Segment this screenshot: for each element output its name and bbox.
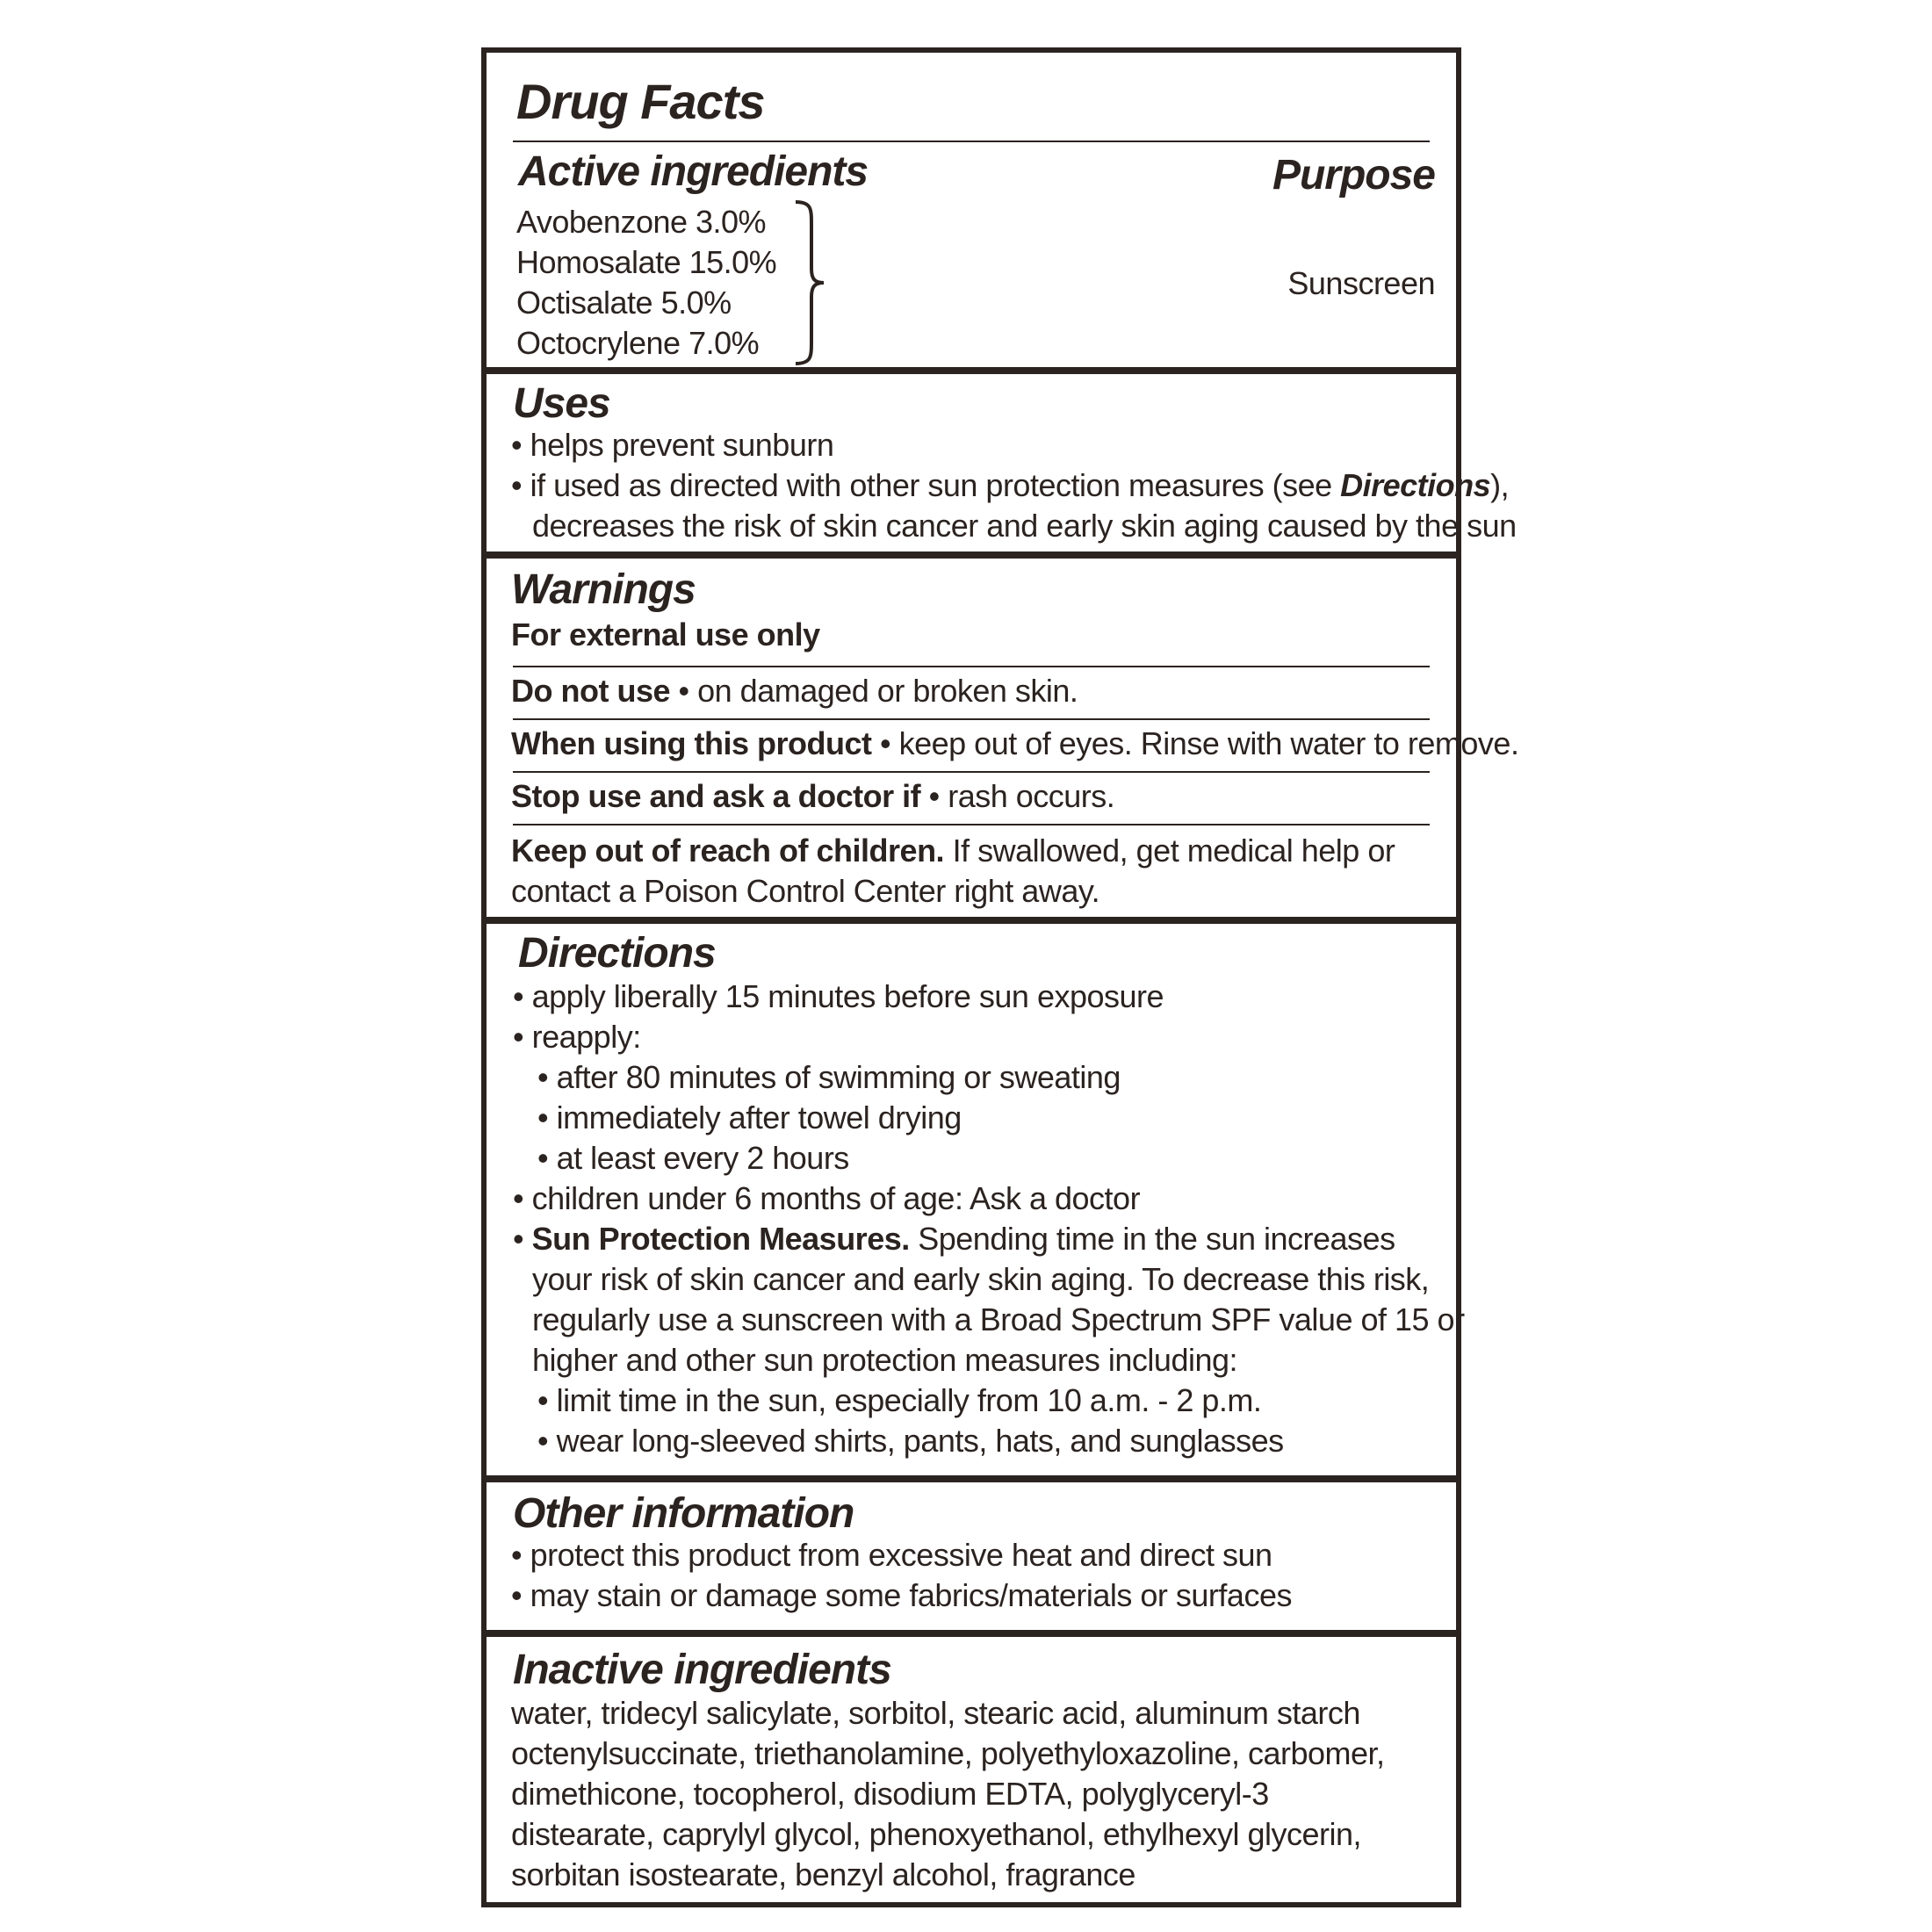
keep-out-of-reach-continued: contact a Poison Control Center right away. xyxy=(511,873,1100,909)
ingredient-octocrylene: Octocrylene 7.0% xyxy=(516,325,760,361)
directions-subitem: • wear long-sleeved shirts, pants, hats, and sunglasses xyxy=(537,1423,1284,1459)
section-divider xyxy=(487,917,1456,924)
other-information-item: • may stain or damage some fabrics/materials or surfaces xyxy=(511,1577,1292,1613)
brace-icon xyxy=(792,198,827,367)
purpose-sunscreen: Sunscreen xyxy=(1287,265,1435,301)
inactive-ingredients-line: water, tridecyl salicylate, sorbitol, stearic acid, aluminum starch xyxy=(511,1695,1360,1731)
uses-item-continued: decreases the risk of skin cancer and early skin aging caused by the sun xyxy=(532,508,1517,544)
directions-subitem: • at least every 2 hours xyxy=(537,1140,849,1176)
inactive-ingredients-line: octenylsuccinate, triethanolamine, polyethyloxazoline, carbomer, xyxy=(511,1735,1385,1771)
inactive-ingredients-line: distearate, caprylyl glycol, phenoxyethanol, ethylhexyl glycerin, xyxy=(511,1816,1362,1852)
inactive-ingredients-line: sorbitan isostearate, benzyl alcohol, fragrance xyxy=(511,1856,1135,1892)
ingredient-avobenzone: Avobenzone 3.0% xyxy=(516,204,767,240)
warnings-rule xyxy=(513,824,1430,825)
do-not-use: Do not use • on damaged or broken skin. xyxy=(511,673,1078,709)
directions-item: • children under 6 months of age: Ask a doctor xyxy=(513,1180,1141,1216)
when-using-product: When using this product • keep out of eyes. Rinse with water to remove. xyxy=(511,725,1519,761)
active-ingredients-heading: Active ingredients xyxy=(518,148,869,195)
uses-item: • helps prevent sunburn xyxy=(511,427,834,463)
directions-item: • Sun Protection Measures. Spending time in the sun increases xyxy=(513,1221,1395,1257)
inactive-ingredients-heading: Inactive ingredients xyxy=(513,1647,891,1693)
section-divider xyxy=(487,1630,1456,1637)
drug-facts-panel xyxy=(481,47,1519,1907)
warnings-rule xyxy=(513,718,1430,720)
directions-item: • reapply: xyxy=(513,1019,641,1055)
section-divider xyxy=(487,367,1456,374)
directions-item: • apply liberally 15 minutes before sun exposure xyxy=(513,978,1164,1014)
section-divider xyxy=(487,551,1456,559)
warnings-rule xyxy=(513,666,1430,667)
directions-item-continued: higher and other sun protection measures including: xyxy=(532,1342,1238,1378)
drug-facts-title: Drug Facts xyxy=(516,74,765,129)
other-information-heading: Other information xyxy=(513,1490,854,1537)
purpose-heading: Purpose xyxy=(1272,152,1435,198)
warnings-heading: Warnings xyxy=(511,566,696,613)
section-divider xyxy=(487,1475,1456,1482)
warnings-rule xyxy=(513,771,1430,773)
keep-out-of-reach: Keep out of reach of children. If swallowed, get medical help or xyxy=(511,833,1395,869)
directions-subitem: • immediately after towel drying xyxy=(537,1099,962,1135)
directions-item-continued: regularly use a sunscreen with a Broad Spectrum SPF value of 15 or xyxy=(532,1301,1465,1337)
stop-use: Stop use and ask a doctor if • rash occurs. xyxy=(511,778,1115,814)
ingredient-octisalate: Octisalate 5.0% xyxy=(516,285,732,321)
directions-reference: Directions xyxy=(1340,467,1491,503)
directions-item-continued: your risk of skin cancer and early skin aging. To decrease this risk, xyxy=(532,1261,1430,1297)
other-information-item: • protect this product from excessive heat and direct sun xyxy=(511,1537,1272,1573)
ingredient-homosalate: Homosalate 15.0% xyxy=(516,244,777,280)
directions-subitem: • limit time in the sun, especially from 10 a.m. - 2 p.m. xyxy=(537,1382,1262,1418)
title-rule xyxy=(513,141,1430,142)
directions-heading: Directions xyxy=(518,930,716,977)
uses-heading: Uses xyxy=(513,380,610,427)
uses-item: • if used as directed with other sun protection measures (see Directions), xyxy=(511,467,1510,503)
external-use-only: For external use only xyxy=(511,616,820,652)
directions-subitem: • after 80 minutes of swimming or sweating xyxy=(537,1059,1121,1095)
inactive-ingredients-line: dimethicone, tocopherol, disodium EDTA, polyglyceryl-3 xyxy=(511,1776,1269,1812)
